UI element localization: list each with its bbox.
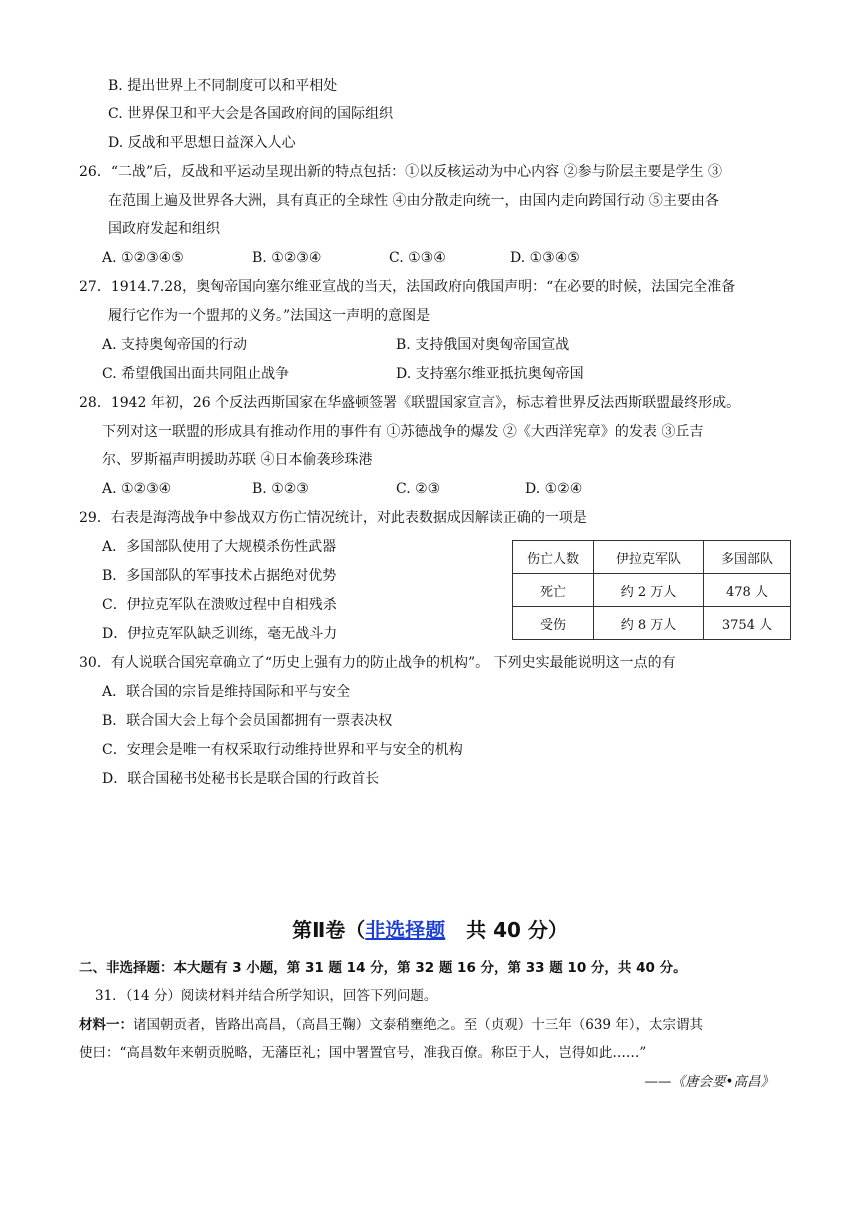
q26-option-b: B. ①②③④ bbox=[252, 250, 322, 266]
section-heading: 二、非选择题：本大题有 3 小题，第 31 题 14 分，第 32 题 16 分，第 33 题 10 分，共 40 分。 bbox=[79, 960, 687, 976]
table-cell: 约 8 万人 bbox=[594, 607, 704, 640]
q30-option-d: D．联合国秘书处秘书长是联合国的行政首长 bbox=[102, 771, 380, 787]
q31-stem: 31．（14 分）阅读材料并结合所学知识，回答下列问题。 bbox=[95, 988, 438, 1004]
table-header-cell: 伤亡人数 bbox=[513, 541, 594, 574]
q25-option-d: D. 反战和平思想日益深入人心 bbox=[108, 135, 296, 151]
table-cell: 478 人 bbox=[704, 574, 791, 607]
q29-option-a: A．多国部队使用了大规模杀伤性武器 bbox=[102, 539, 337, 555]
table-row bbox=[513, 607, 791, 640]
q30-option-a: A．联合国的宗旨是维持国际和平与安全 bbox=[102, 684, 351, 700]
q29-option-c: C．伊拉克军队在溃败过程中自相残杀 bbox=[102, 597, 337, 613]
section-title bbox=[0, 916, 860, 944]
section-title-suffix: 共 40 分） bbox=[445, 918, 568, 942]
table-cell: 3754 人 bbox=[704, 607, 791, 640]
table-cell: 受伤 bbox=[513, 607, 594, 640]
material-text: 诸国朝贡者，皆路出高昌，（高昌王鞠）文泰稍壅绝之。至（贞观）十三年（639 年），太宗谓其 bbox=[133, 1017, 704, 1033]
q26-stem-line3: 国政府发起和组织 bbox=[108, 221, 220, 237]
q28-options bbox=[0, 479, 860, 499]
table-header-row bbox=[513, 541, 791, 574]
q29-stem: 29．右表是海湾战争中参战双方伤亡情况统计，对此表数据成因解读正确的一项是 bbox=[79, 510, 587, 526]
q26-option-d: D. ①③④⑤ bbox=[510, 250, 580, 266]
q26-stem-line2: 在范围上遍及世界各大洲，具有真正的全球性 ④由分散走向统一，由国内走向跨国行动 ⑤主要由各 bbox=[108, 193, 719, 209]
q27-stem-line2: 履行它作为一个盟邦的义务。”法国这一声明的意图是 bbox=[108, 308, 431, 324]
q27-options-row2 bbox=[0, 364, 860, 384]
q25-option-c: C. 世界保卫和平大会是各国政府间的国际组织 bbox=[108, 106, 394, 122]
q28-option-d: D. ①②④ bbox=[525, 481, 583, 497]
q26-option-a: A. ①②③④⑤ bbox=[102, 250, 184, 266]
casualty-table bbox=[512, 540, 791, 640]
material-source: ——《唐会要•高昌》 bbox=[644, 1074, 774, 1090]
q27-options-row1 bbox=[0, 335, 860, 355]
q28-option-b: B. ①②③ bbox=[252, 481, 309, 497]
material-one-line1 bbox=[79, 1015, 703, 1035]
table-cell: 约 2 万人 bbox=[594, 574, 704, 607]
table-row bbox=[513, 574, 791, 607]
q26-stem-line1: 26．“二战”后，反战和平运动呈现出新的特点包括：①以反核运动为中心内容 ②参与阶层主要是学生 ③ bbox=[79, 164, 723, 180]
table-cell: 死亡 bbox=[513, 574, 594, 607]
material-one-line2: 使曰：“高昌数年来朝贡脱略，无藩臣礼；国中署置官号，准我百僚。称臣于人，岂得如此……” bbox=[79, 1045, 647, 1061]
material-label: 材料一： bbox=[79, 1017, 133, 1033]
section-title-prefix: 第Ⅱ卷（ bbox=[292, 918, 366, 942]
q29-option-b: B．多国部队的军事技术占据绝对优势 bbox=[102, 568, 337, 584]
q28-option-a: A. ①②③④ bbox=[102, 481, 172, 497]
q25-option-b: B. 提出世界上不同制度可以和平相处 bbox=[108, 78, 338, 94]
q28-option-c: C. ②③ bbox=[396, 481, 441, 497]
q27-option-c: C. 希望俄国出面共同阻止战争 bbox=[102, 366, 290, 382]
q30-option-c: C．安理会是唯一有权采取行动维持世界和平与安全的机构 bbox=[102, 742, 463, 758]
q27-option-a: A. 支持奥匈帝国的行动 bbox=[102, 337, 248, 353]
q27-stem-line1: 27．1914.7.28，奥匈帝国向塞尔维亚宣战的当天，法国政府向俄国声明：“在必要的时候，法国完全准备 bbox=[79, 279, 736, 295]
q30-stem: 30．有人说联合国宪章确立了“历史上强有力的防止战争的机构”。 下列史实最能说明这一点的有 bbox=[79, 655, 676, 671]
q27-option-d: D. 支持塞尔维亚抵抗奥匈帝国 bbox=[396, 366, 584, 382]
q26-option-c: C. ①③④ bbox=[389, 250, 446, 266]
q26-options bbox=[0, 248, 860, 268]
q28-stem-line2: 下列对这一联盟的形成具有推动作用的事件有 ①苏德战争的爆发 ②《大西洋宪章》的发表 ③丘吉 bbox=[102, 424, 704, 440]
table-header-cell: 伊拉克军队 bbox=[594, 541, 704, 574]
q30-option-b: B．联合国大会上每个会员国都拥有一票表决权 bbox=[102, 713, 393, 729]
q29-option-d: D．伊拉克军队缺乏训练，毫无战斗力 bbox=[102, 626, 338, 642]
table-header-cell: 多国部队 bbox=[704, 541, 791, 574]
q28-stem-line1: 28．1942 年初，26 个反法西斯国家在华盛顿签署《联盟国家宣言》，标志着世界反法西斯联盟最终形成。 bbox=[79, 395, 741, 411]
q27-option-b: B. 支持俄国对奥匈帝国宣战 bbox=[396, 337, 570, 353]
non-choice-link[interactable]: 非选择题 bbox=[365, 918, 446, 942]
q28-stem-line3: 尔、罗斯福声明援助苏联 ④日本偷袭珍珠港 bbox=[102, 452, 373, 468]
